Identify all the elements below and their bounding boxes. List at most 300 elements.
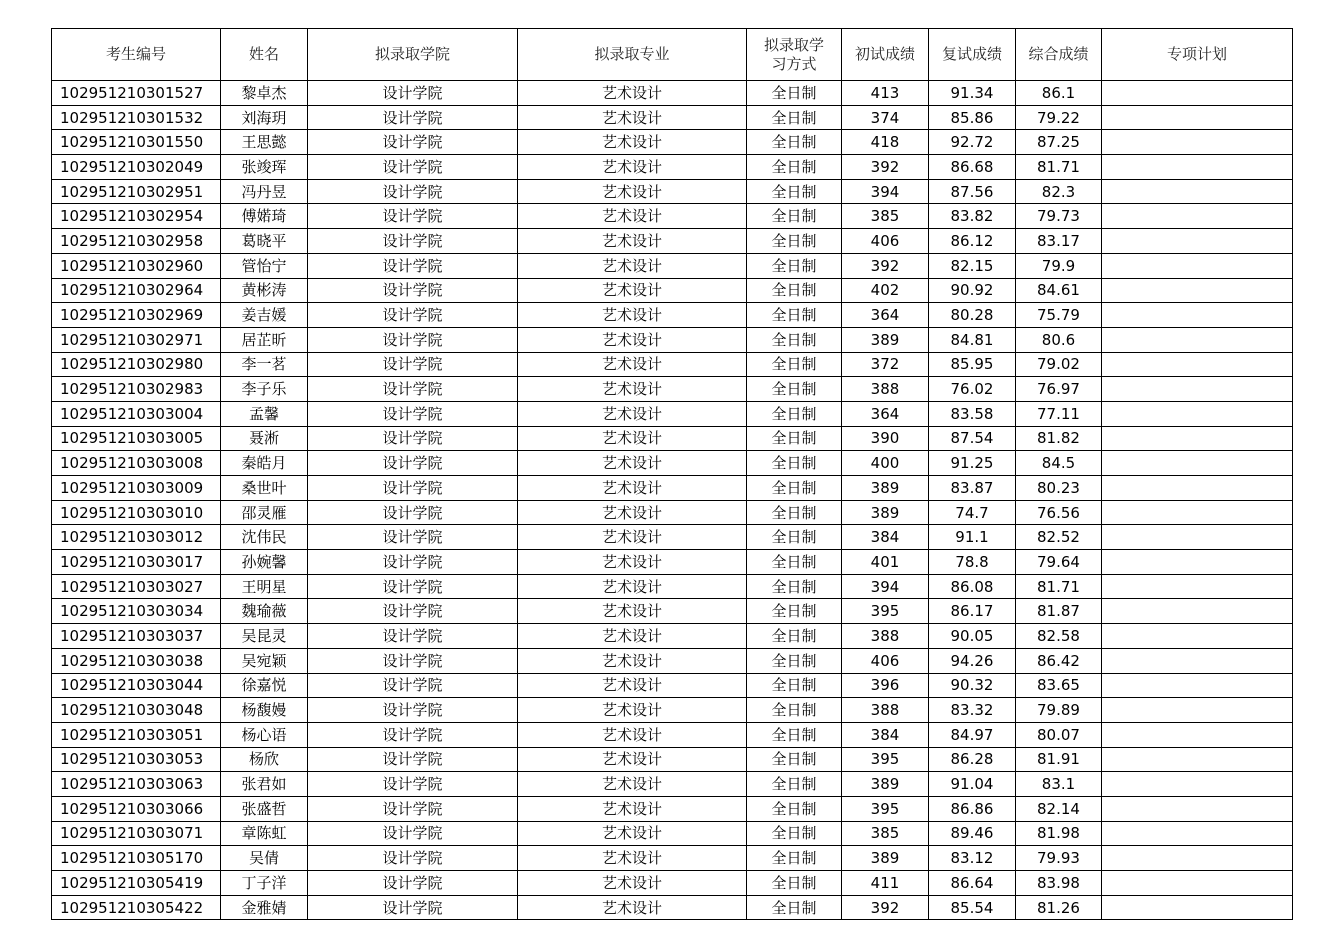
cell-retest-score: 86.68 [929,155,1016,180]
cell-initial-score: 385 [842,204,929,229]
cell-candidate-id: 102951210301527 [52,81,221,106]
cell-name: 孟馨 [221,401,308,426]
table-row [52,451,1293,476]
cell-name: 沈伟民 [221,525,308,550]
cell-retest-score: 86.08 [929,574,1016,599]
cell-study-mode: 全日制 [747,673,842,698]
cell-college: 设计学院 [308,525,518,550]
cell-retest-score: 87.54 [929,426,1016,451]
table-row [52,105,1293,130]
table-row [52,179,1293,204]
cell-total-score: 82.3 [1016,179,1102,204]
cell-special-plan [1102,871,1293,896]
cell-special-plan [1102,401,1293,426]
cell-study-mode: 全日制 [747,278,842,303]
cell-study-mode: 全日制 [747,229,842,254]
cell-initial-score: 418 [842,130,929,155]
cell-retest-score: 84.81 [929,327,1016,352]
cell-special-plan [1102,204,1293,229]
cell-study-mode: 全日制 [747,698,842,723]
cell-initial-score: 372 [842,352,929,377]
cell-initial-score: 364 [842,401,929,426]
header-row [52,29,1293,81]
cell-study-mode: 全日制 [747,451,842,476]
cell-college: 设计学院 [308,278,518,303]
cell-major: 艺术设计 [518,451,747,476]
cell-major: 艺术设计 [518,105,747,130]
cell-candidate-id: 102951210301550 [52,130,221,155]
cell-retest-score: 90.92 [929,278,1016,303]
cell-name: 王思懿 [221,130,308,155]
header-retest-score: 复试成绩 [929,29,1016,81]
cell-study-mode: 全日制 [747,204,842,229]
cell-study-mode: 全日制 [747,500,842,525]
cell-total-score: 83.17 [1016,229,1102,254]
cell-name: 黄彬涛 [221,278,308,303]
table-row [52,352,1293,377]
table-row [52,476,1293,501]
cell-total-score: 83.98 [1016,871,1102,896]
cell-college: 设计学院 [308,352,518,377]
cell-initial-score: 406 [842,229,929,254]
cell-candidate-id: 102951210302954 [52,204,221,229]
cell-college: 设计学院 [308,130,518,155]
table-row [52,500,1293,525]
cell-college: 设计学院 [308,846,518,871]
cell-special-plan [1102,377,1293,402]
cell-college: 设计学院 [308,204,518,229]
cell-study-mode: 全日制 [747,105,842,130]
cell-name: 冯丹昱 [221,179,308,204]
cell-retest-score: 85.54 [929,895,1016,920]
cell-special-plan [1102,673,1293,698]
cell-total-score: 79.64 [1016,550,1102,575]
cell-major: 艺术设计 [518,722,747,747]
cell-study-mode: 全日制 [747,648,842,673]
cell-major: 艺术设计 [518,204,747,229]
cell-college: 设计学院 [308,155,518,180]
cell-college: 设计学院 [308,895,518,920]
cell-college: 设计学院 [308,229,518,254]
cell-total-score: 79.9 [1016,253,1102,278]
header-name: 姓名 [221,29,308,81]
cell-total-score: 79.93 [1016,846,1102,871]
cell-initial-score: 389 [842,327,929,352]
cell-name: 魏瑜薇 [221,599,308,624]
cell-college: 设计学院 [308,648,518,673]
cell-major: 艺术设计 [518,698,747,723]
cell-major: 艺术设计 [518,229,747,254]
cell-candidate-id: 102951210303017 [52,550,221,575]
cell-total-score: 81.82 [1016,426,1102,451]
cell-retest-score: 87.56 [929,179,1016,204]
cell-candidate-id: 102951210302960 [52,253,221,278]
cell-candidate-id: 102951210303037 [52,624,221,649]
cell-initial-score: 402 [842,278,929,303]
cell-special-plan [1102,81,1293,106]
cell-initial-score: 392 [842,895,929,920]
cell-total-score: 79.89 [1016,698,1102,723]
cell-special-plan [1102,624,1293,649]
cell-initial-score: 384 [842,525,929,550]
cell-special-plan [1102,895,1293,920]
cell-initial-score: 396 [842,673,929,698]
cell-name: 葛晓平 [221,229,308,254]
cell-total-score: 79.02 [1016,352,1102,377]
header-study-mode-line-1: 拟录取学 [763,35,824,54]
cell-initial-score: 413 [842,81,929,106]
cell-name: 王明星 [221,574,308,599]
cell-candidate-id: 102951210303044 [52,673,221,698]
cell-retest-score: 82.15 [929,253,1016,278]
table-row [52,253,1293,278]
cell-initial-score: 394 [842,574,929,599]
cell-candidate-id: 102951210303005 [52,426,221,451]
table-row [52,550,1293,575]
cell-study-mode: 全日制 [747,772,842,797]
cell-name: 聂淅 [221,426,308,451]
cell-major: 艺术设计 [518,426,747,451]
cell-total-score: 82.58 [1016,624,1102,649]
cell-total-score: 82.52 [1016,525,1102,550]
cell-special-plan [1102,352,1293,377]
cell-college: 设计学院 [308,476,518,501]
cell-initial-score: 411 [842,871,929,896]
cell-total-score: 82.14 [1016,796,1102,821]
cell-special-plan [1102,303,1293,328]
table-row [52,155,1293,180]
cell-name: 章陈虹 [221,821,308,846]
cell-special-plan [1102,772,1293,797]
cell-special-plan [1102,179,1293,204]
cell-initial-score: 364 [842,303,929,328]
cell-total-score: 87.25 [1016,130,1102,155]
cell-initial-score: 395 [842,747,929,772]
table-row [52,648,1293,673]
cell-major: 艺术设计 [518,401,747,426]
cell-study-mode: 全日制 [747,476,842,501]
cell-candidate-id: 102951210303066 [52,796,221,821]
cell-name: 张竣珲 [221,155,308,180]
cell-major: 艺术设计 [518,673,747,698]
cell-college: 设计学院 [308,698,518,723]
cell-study-mode: 全日制 [747,377,842,402]
table-row [52,747,1293,772]
table-row [52,303,1293,328]
cell-total-score: 81.26 [1016,895,1102,920]
cell-college: 设计学院 [308,550,518,575]
cell-total-score: 81.71 [1016,155,1102,180]
cell-college: 设计学院 [308,377,518,402]
cell-study-mode: 全日制 [747,179,842,204]
admission-table [51,28,1293,920]
cell-name: 杨馥嫚 [221,698,308,723]
table-row [52,673,1293,698]
table-row [52,204,1293,229]
cell-major: 艺术设计 [518,796,747,821]
cell-candidate-id: 102951210303048 [52,698,221,723]
cell-total-score: 80.23 [1016,476,1102,501]
cell-initial-score: 395 [842,599,929,624]
cell-major: 艺术设计 [518,476,747,501]
cell-special-plan [1102,451,1293,476]
cell-total-score: 76.97 [1016,377,1102,402]
cell-retest-score: 83.82 [929,204,1016,229]
cell-college: 设计学院 [308,105,518,130]
cell-retest-score: 85.95 [929,352,1016,377]
cell-name: 黎卓杰 [221,81,308,106]
cell-study-mode: 全日制 [747,624,842,649]
cell-major: 艺术设计 [518,500,747,525]
cell-candidate-id: 102951210303038 [52,648,221,673]
cell-initial-score: 394 [842,179,929,204]
cell-initial-score: 392 [842,253,929,278]
cell-study-mode: 全日制 [747,253,842,278]
cell-study-mode: 全日制 [747,130,842,155]
table-body [52,81,1293,920]
cell-study-mode: 全日制 [747,303,842,328]
cell-college: 设计学院 [308,871,518,896]
cell-total-score: 80.07 [1016,722,1102,747]
table-row [52,772,1293,797]
cell-special-plan [1102,476,1293,501]
cell-special-plan [1102,821,1293,846]
cell-initial-score: 389 [842,846,929,871]
cell-name: 徐嘉悦 [221,673,308,698]
cell-retest-score: 74.7 [929,500,1016,525]
cell-total-score: 86.42 [1016,648,1102,673]
cell-total-score: 75.79 [1016,303,1102,328]
table-row [52,599,1293,624]
cell-candidate-id: 102951210303008 [52,451,221,476]
cell-major: 艺术设计 [518,327,747,352]
table-row [52,698,1293,723]
cell-major: 艺术设计 [518,871,747,896]
cell-retest-score: 85.86 [929,105,1016,130]
cell-initial-score: 389 [842,500,929,525]
cell-total-score: 77.11 [1016,401,1102,426]
cell-candidate-id: 102951210303012 [52,525,221,550]
cell-name: 杨欣 [221,747,308,772]
table-row [52,846,1293,871]
cell-name: 孙婉馨 [221,550,308,575]
cell-college: 设计学院 [308,624,518,649]
cell-major: 艺术设计 [518,574,747,599]
cell-major: 艺术设计 [518,747,747,772]
cell-initial-score: 388 [842,624,929,649]
cell-candidate-id: 102951210303063 [52,772,221,797]
cell-retest-score: 89.46 [929,821,1016,846]
cell-candidate-id: 102951210302049 [52,155,221,180]
cell-total-score: 84.61 [1016,278,1102,303]
cell-study-mode: 全日制 [747,352,842,377]
cell-college: 设计学院 [308,500,518,525]
cell-college: 设计学院 [308,673,518,698]
cell-special-plan [1102,426,1293,451]
cell-name: 秦皓月 [221,451,308,476]
cell-retest-score: 84.97 [929,722,1016,747]
cell-special-plan [1102,155,1293,180]
cell-retest-score: 76.02 [929,377,1016,402]
cell-initial-score: 389 [842,476,929,501]
cell-candidate-id: 102951210302964 [52,278,221,303]
cell-total-score: 83.1 [1016,772,1102,797]
cell-major: 艺术设计 [518,599,747,624]
table-row [52,229,1293,254]
cell-candidate-id: 102951210303027 [52,574,221,599]
cell-special-plan [1102,130,1293,155]
cell-college: 设计学院 [308,747,518,772]
cell-retest-score: 83.87 [929,476,1016,501]
cell-major: 艺术设计 [518,895,747,920]
cell-study-mode: 全日制 [747,895,842,920]
cell-college: 设计学院 [308,426,518,451]
cell-study-mode: 全日制 [747,747,842,772]
header-study-mode-line-2: 习方式 [771,54,817,73]
cell-name: 吴宛颖 [221,648,308,673]
header-college: 拟录取学院 [308,29,518,81]
cell-total-score: 84.5 [1016,451,1102,476]
cell-name: 刘海玥 [221,105,308,130]
table-row [52,327,1293,352]
cell-major: 艺术设计 [518,352,747,377]
table-row [52,401,1293,426]
cell-retest-score: 86.28 [929,747,1016,772]
cell-college: 设计学院 [308,451,518,476]
cell-major: 艺术设计 [518,772,747,797]
table-row [52,81,1293,106]
cell-initial-score: 388 [842,377,929,402]
cell-study-mode: 全日制 [747,722,842,747]
cell-retest-score: 86.64 [929,871,1016,896]
cell-special-plan [1102,327,1293,352]
cell-candidate-id: 102951210303034 [52,599,221,624]
cell-initial-score: 385 [842,821,929,846]
cell-college: 设计学院 [308,722,518,747]
cell-major: 艺术设计 [518,179,747,204]
cell-major: 艺术设计 [518,130,747,155]
cell-candidate-id: 102951210302969 [52,303,221,328]
cell-name: 吴倩 [221,846,308,871]
cell-name: 李子乐 [221,377,308,402]
cell-special-plan [1102,525,1293,550]
cell-name: 丁子洋 [221,871,308,896]
cell-candidate-id: 102951210305422 [52,895,221,920]
cell-candidate-id: 102951210303051 [52,722,221,747]
cell-candidate-id: 102951210301532 [52,105,221,130]
cell-college: 设计学院 [308,81,518,106]
header-candidate-id: 考生编号 [52,29,221,81]
cell-retest-score: 86.86 [929,796,1016,821]
cell-college: 设计学院 [308,253,518,278]
cell-study-mode: 全日制 [747,821,842,846]
cell-major: 艺术设计 [518,155,747,180]
cell-total-score: 83.65 [1016,673,1102,698]
cell-name: 姜吉媛 [221,303,308,328]
cell-retest-score: 83.12 [929,846,1016,871]
cell-total-score: 81.91 [1016,747,1102,772]
cell-special-plan [1102,747,1293,772]
cell-major: 艺术设计 [518,525,747,550]
cell-total-score: 76.56 [1016,500,1102,525]
table-row [52,574,1293,599]
cell-special-plan [1102,229,1293,254]
cell-college: 设计学院 [308,327,518,352]
cell-major: 艺术设计 [518,550,747,575]
cell-name: 张君如 [221,772,308,797]
cell-major: 艺术设计 [518,81,747,106]
cell-initial-score: 400 [842,451,929,476]
cell-major: 艺术设计 [518,303,747,328]
cell-total-score: 79.73 [1016,204,1102,229]
cell-college: 设计学院 [308,179,518,204]
cell-candidate-id: 102951210302951 [52,179,221,204]
cell-name: 金雅婧 [221,895,308,920]
cell-name: 管怡宁 [221,253,308,278]
cell-candidate-id: 102951210305170 [52,846,221,871]
cell-special-plan [1102,722,1293,747]
cell-initial-score: 389 [842,772,929,797]
cell-major: 艺术设计 [518,821,747,846]
cell-retest-score: 83.32 [929,698,1016,723]
cell-special-plan [1102,253,1293,278]
cell-college: 设计学院 [308,401,518,426]
cell-total-score: 81.98 [1016,821,1102,846]
cell-special-plan [1102,698,1293,723]
cell-retest-score: 91.04 [929,772,1016,797]
cell-candidate-id: 102951210303071 [52,821,221,846]
cell-candidate-id: 102951210303004 [52,401,221,426]
cell-retest-score: 90.32 [929,673,1016,698]
cell-major: 艺术设计 [518,377,747,402]
table-row [52,377,1293,402]
cell-retest-score: 91.25 [929,451,1016,476]
cell-major: 艺术设计 [518,846,747,871]
cell-college: 设计学院 [308,796,518,821]
cell-special-plan [1102,648,1293,673]
cell-college: 设计学院 [308,303,518,328]
cell-total-score: 81.71 [1016,574,1102,599]
table-row [52,871,1293,896]
cell-special-plan [1102,550,1293,575]
cell-study-mode: 全日制 [747,155,842,180]
cell-study-mode: 全日制 [747,550,842,575]
cell-name: 杨心语 [221,722,308,747]
cell-total-score: 80.6 [1016,327,1102,352]
cell-candidate-id: 102951210303009 [52,476,221,501]
table-row [52,278,1293,303]
cell-study-mode: 全日制 [747,846,842,871]
cell-study-mode: 全日制 [747,525,842,550]
cell-total-score: 86.1 [1016,81,1102,106]
header-total-score: 综合成绩 [1016,29,1102,81]
cell-name: 吴昆灵 [221,624,308,649]
table-row [52,796,1293,821]
cell-special-plan [1102,846,1293,871]
cell-study-mode: 全日制 [747,574,842,599]
cell-name: 居芷昕 [221,327,308,352]
cell-special-plan [1102,796,1293,821]
cell-study-mode: 全日制 [747,871,842,896]
cell-retest-score: 91.34 [929,81,1016,106]
cell-college: 设计学院 [308,772,518,797]
table-row [52,624,1293,649]
cell-special-plan [1102,105,1293,130]
cell-retest-score: 94.26 [929,648,1016,673]
cell-initial-score: 390 [842,426,929,451]
header-study-mode [747,29,842,81]
cell-initial-score: 401 [842,550,929,575]
